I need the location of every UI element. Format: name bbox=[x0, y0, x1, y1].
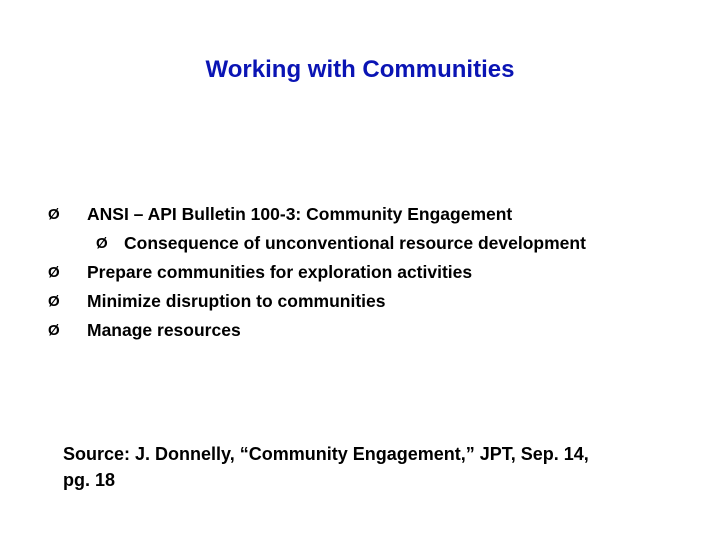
source-line-2: pg. 18 bbox=[63, 470, 116, 490]
bullet-text: Manage resources bbox=[87, 320, 241, 340]
bullet-text: Prepare communities for exploration activities bbox=[87, 262, 473, 282]
arrow-bullet-icon: Ø bbox=[48, 322, 60, 339]
arrow-bullet-icon: Ø bbox=[48, 293, 60, 310]
bullet-text: ANSI – API Bulletin 100-3: Community Engagement bbox=[87, 204, 513, 224]
sub-bullet-text: Consequence of unconventional resource development bbox=[124, 233, 586, 253]
arrow-bullet-icon: Ø bbox=[48, 264, 60, 281]
source-citation bbox=[63, 441, 683, 493]
arrow-bullet-icon: Ø bbox=[96, 235, 108, 252]
slide-title: Working with Communities bbox=[205, 56, 515, 83]
arrow-bullet-icon: Ø bbox=[48, 206, 60, 223]
source-line-1: Source: J. Donnelly, “Community Engagement,” JPT, Sep. 14, bbox=[63, 444, 589, 464]
bullet-text: Minimize disruption to communities bbox=[87, 291, 386, 311]
